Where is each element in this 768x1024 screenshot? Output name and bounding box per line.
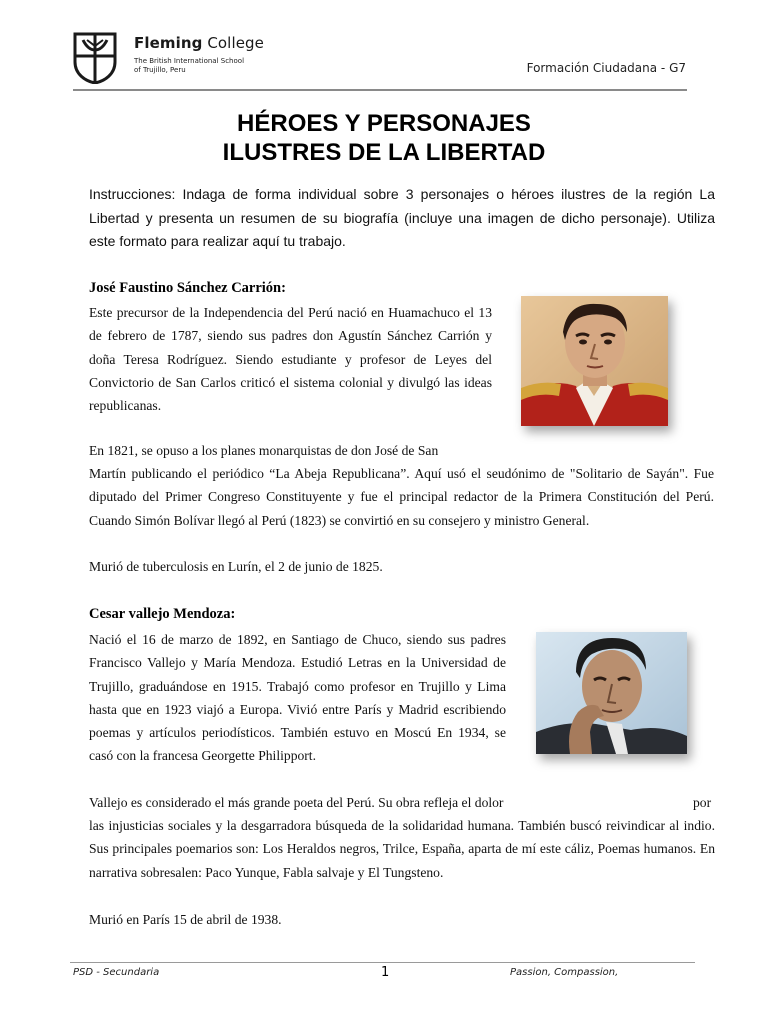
vallejo-paragraph-2b: las injusticias sociales y la desgarradora búsqueda de la solidaridad humana. También buscó reivindicar al indio. Sus principales poemarios son: Los Heraldos negros, Trilce, España, aparta de mí este cáliz, Poemas humanos. En narrativa sobresalen: Paco Yunque, Fabla salvaje y El Tungsteno. <box>89 818 715 880</box>
vallejo-paragraph-3: Murió en París 15 de abril de 1938. <box>89 912 282 927</box>
vallejo-paragraph-2a: Vallejo es considerado el más grande poeta del Perú. Su obra refleja el dolor <box>89 795 504 810</box>
instructions-text: Instrucciones: Indaga de forma individual sobre 3 personajes o héroes ilustres de la región La Libertad y presenta un resumen de su biografía (incluye una imagen de dicho personaje). Utiliza este formato para realizar aquí tu trabajo. <box>89 186 715 249</box>
sanchez-carrion-paragraph-2b: Martín publicando el periódico “La Abeja Republicana”. Aquí usó el seudónimo de "Solitario de Sayán". Fue diputado del Primer Congreso Constituyente y fue el principal redactor de la Primera Constitución del Perú. Cuando Simón Bolívar llegó al Perú (1823) se convirtió en su consejero y ministro General. <box>89 466 714 528</box>
footer-right: Passion, Compassion, <box>510 967 619 978</box>
page-number: 1 <box>381 965 390 980</box>
sanchez-carrion-paragraph-2a: En 1821, se opuso a los planes monarquistas de don José de San <box>89 443 439 458</box>
vallejo-portrait <box>536 632 687 754</box>
college-crest-logo <box>73 32 117 84</box>
vallejo-paragraph-2a-end: por <box>693 795 712 810</box>
footer-left: PSD - Secundaria <box>73 967 160 978</box>
sanchez-carrion-paragraph-3: Murió de tuberculosis en Lurín, el 2 de junio de 1825. <box>89 559 383 574</box>
vallejo-paragraph-1: Nació el 16 de marzo de 1892, en Santiago de Chuco, siendo sus padres Francisco Vallejo y María Mendoza. Estudió Letras en la Universidad de Trujillo, graduándose en 1915. Trabajó como profesor en Trujillo y Lima hasta que en 1923 viajó a Europa. Vivió entre París y Madrid escribiendo poemas y artículos periodísticos. También estuvo en Moscú En 1934, se casó con la francesa Georgette Philipport. <box>89 632 506 764</box>
footer-divider <box>70 962 695 963</box>
section-heading-sanchez-carrion: José Faustino Sánchez Carrión: <box>89 280 286 296</box>
sanchez-carrion-portrait <box>521 296 668 426</box>
college-brand <box>134 34 274 74</box>
course-label: Formación Ciudadana - G7 <box>526 61 686 75</box>
college-tagline: The British International School of Trujillo, Peru <box>134 57 245 74</box>
page-title: HÉROES Y PERSONAJES ILUSTRES DE LA LIBERTAD <box>222 110 546 166</box>
section-heading-vallejo: Cesar vallejo Mendoza: <box>89 606 236 622</box>
college-name: Fleming College <box>134 34 264 52</box>
sanchez-carrion-paragraph-1: Este precursor de la Independencia del Perú nació en Huamachuco el 13 de febrero de 1787, siendo sus padres don Agustín Sánchez Carrión y doña Teresa Rodríguez. Siendo estudiante y profesor de Leyes del Convictorio de San Carlos criticó el sistema colonial y divulgó las ideas republicanas. <box>89 305 492 414</box>
header-divider <box>73 89 687 91</box>
